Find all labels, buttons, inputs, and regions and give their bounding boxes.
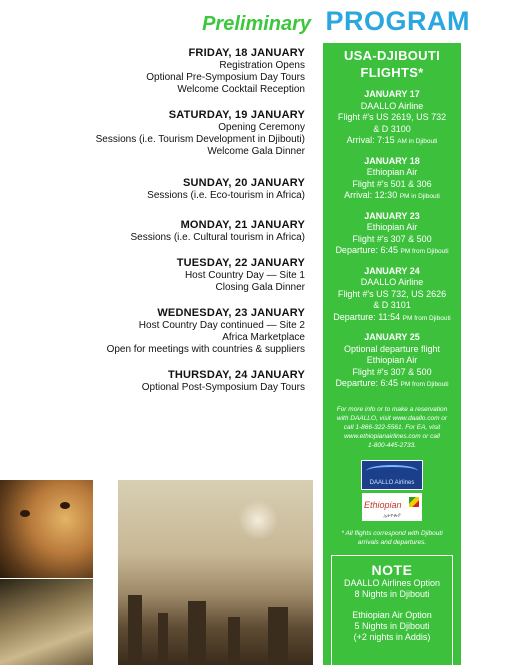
flight-time-label: Arrival: 7:15 — [346, 135, 395, 145]
day-item: Welcome Gala Dinner — [207, 146, 305, 157]
flight-time-note: PM from Djibouti — [400, 381, 449, 388]
day-heading: FRIDAY, 18 JANUARY — [188, 47, 305, 59]
flight-time-note: PM in Djibouti — [399, 193, 440, 200]
day-block — [5, 108, 305, 158]
flight-time-note: PM from Djibouti — [402, 314, 451, 322]
flight-time-label: Departure: 11:54 — [333, 311, 401, 322]
flights-panel — [323, 43, 461, 665]
flight-time — [323, 378, 461, 391]
flight-line: Flight #'s 501 & 306 — [352, 178, 432, 189]
monkey-photo — [0, 579, 93, 665]
info-line: with DAALLO, visit www.daallo.com or — [336, 414, 448, 422]
note-line: Ethiopian Air Option — [352, 609, 432, 620]
day-block — [5, 176, 305, 202]
page-title — [202, 6, 470, 37]
flight-line: Flight #'s US 732, US 2626 — [337, 288, 447, 299]
cheetah-eye — [20, 510, 30, 517]
day-heading: TUESDAY, 22 JANUARY — [176, 257, 305, 269]
flight-time-note: AM in Djibouti — [397, 138, 438, 145]
day-item: Welcome Cocktail Reception — [177, 84, 305, 95]
flight-line: Flight #'s 307 & 500 — [352, 366, 432, 377]
reservation-info — [323, 405, 461, 450]
flight-time — [323, 135, 461, 148]
day-item: Sessions (i.e. Eco-tourism in Africa) — [147, 190, 305, 201]
title-program: PROGRAM — [325, 6, 470, 36]
flight-date: JANUARY 17 — [364, 89, 420, 99]
note-box — [331, 555, 453, 668]
day-block — [5, 368, 305, 394]
daallo-logo — [361, 460, 423, 490]
day-item: Optional Post-Symposium Day Tours — [141, 382, 305, 393]
title-preliminary: Preliminary — [202, 13, 312, 35]
note-line: 5 Nights in Djibouti — [354, 620, 430, 631]
flight-line: Ethiopian Air — [366, 355, 418, 365]
flight-date: JANUARY 24 — [364, 265, 420, 276]
ethiopian-logo-text: Ethiopian — [364, 499, 402, 510]
day-heading: WEDNESDAY, 23 JANUARY — [157, 307, 305, 319]
day-item: Optional Pre-Symposium Day Tours — [146, 72, 305, 83]
rock-spire — [188, 601, 206, 665]
rock-spire — [128, 595, 142, 665]
sun-glow — [238, 500, 278, 540]
day-item: Open for meetings with countries & suppliers — [106, 344, 305, 355]
flight-line: DAALLO Airline — [360, 100, 424, 111]
day-item: Opening Ceremony — [218, 122, 305, 133]
info-line: 1-800-445-2733. — [367, 441, 417, 449]
flight-entry — [323, 156, 461, 203]
day-item: Sessions (i.e. Cultural tourism in Africa) — [130, 232, 305, 243]
flight-date: JANUARY 25 — [364, 332, 420, 342]
day-heading: SATURDAY, 19 JANUARY — [168, 109, 305, 121]
rock-spire — [268, 607, 288, 665]
flights-title — [323, 47, 461, 81]
flight-time-label: Departure: 6:45 — [335, 378, 398, 388]
day-block — [5, 256, 305, 294]
info-line: call 1-866-322-5561. For EA, visit — [343, 423, 441, 431]
ethiopian-logo — [362, 493, 422, 521]
day-item: Africa Marketplace — [222, 332, 305, 343]
note-line: DAALLO Airlines Option — [343, 577, 441, 588]
daallo-logo-text: DAALLO Airlines — [369, 479, 415, 486]
ethiopian-flag-icon — [409, 497, 419, 507]
flights-title-line: FLIGHTS* — [360, 65, 424, 80]
day-heading: SUNDAY, 20 JANUARY — [183, 177, 305, 189]
day-block — [5, 46, 305, 96]
flight-line: Flight #'s US 2619, US 732 — [337, 112, 447, 122]
footnote-line: arrivals and departures. — [357, 538, 427, 546]
day-block — [5, 306, 305, 356]
flight-time-note: PM from Djibouti — [400, 248, 449, 255]
day-heading: MONDAY, 21 JANUARY — [180, 219, 305, 231]
schedule-column — [5, 46, 305, 406]
info-line: www.ethiopianairlines.com or call — [344, 432, 440, 440]
day-item: Registration Opens — [219, 60, 305, 71]
flight-line: & D 3100 — [373, 123, 411, 134]
day-block — [5, 218, 305, 244]
flights-footnote — [323, 529, 461, 547]
flight-date: JANUARY 18 — [364, 155, 420, 166]
day-heading: THURSDAY, 24 JANUARY — [167, 369, 305, 381]
day-item: Host Country Day continued — Site 2 — [138, 320, 305, 331]
info-line: For more info or to make a reservation — [336, 405, 448, 413]
flight-time — [323, 312, 461, 325]
note-line: 8 Nights in Djibouti — [354, 588, 430, 599]
flight-time-label: Arrival: 12:30 — [344, 190, 398, 200]
flight-line: Ethiopian Air — [366, 222, 418, 232]
flights-title-line: USA-DJIBOUTI — [343, 48, 441, 63]
desert-landscape-photo — [118, 480, 313, 665]
daallo-logo-swoosh — [366, 465, 418, 477]
flight-date: JANUARY 23 — [364, 210, 420, 221]
flight-time-label: Departure: 6:45 — [335, 245, 398, 255]
flight-line: DAALLO Airline — [360, 277, 424, 287]
flight-time — [323, 245, 461, 258]
flight-line: Ethiopian Air — [366, 167, 418, 177]
flight-entry — [323, 266, 461, 325]
note-line: (+2 nights in Addis) — [353, 631, 431, 642]
footnote-line: * All flights correspond with Djibouti — [341, 529, 443, 537]
note-title: NOTE — [371, 561, 413, 578]
flight-line: Optional departure flight — [343, 343, 441, 354]
day-item: Closing Gala Dinner — [215, 282, 305, 293]
flight-time — [323, 190, 461, 203]
rock-spire — [228, 617, 240, 665]
flight-entry — [323, 211, 461, 258]
flight-line: Flight #'s 307 & 500 — [352, 233, 432, 244]
cheetah-photo — [0, 480, 93, 578]
flight-entry — [323, 89, 461, 148]
ethiopian-logo-subtext: ኢትዮጵያ — [383, 512, 401, 519]
cheetah-eye — [60, 502, 70, 509]
rock-spire — [158, 613, 168, 665]
flight-entry — [323, 332, 461, 391]
day-item: Host Country Day — Site 1 — [184, 270, 305, 281]
flight-line: & D 3101 — [373, 300, 411, 310]
day-item: Sessions (i.e. Tourism Development in Djibouti) — [95, 134, 305, 145]
